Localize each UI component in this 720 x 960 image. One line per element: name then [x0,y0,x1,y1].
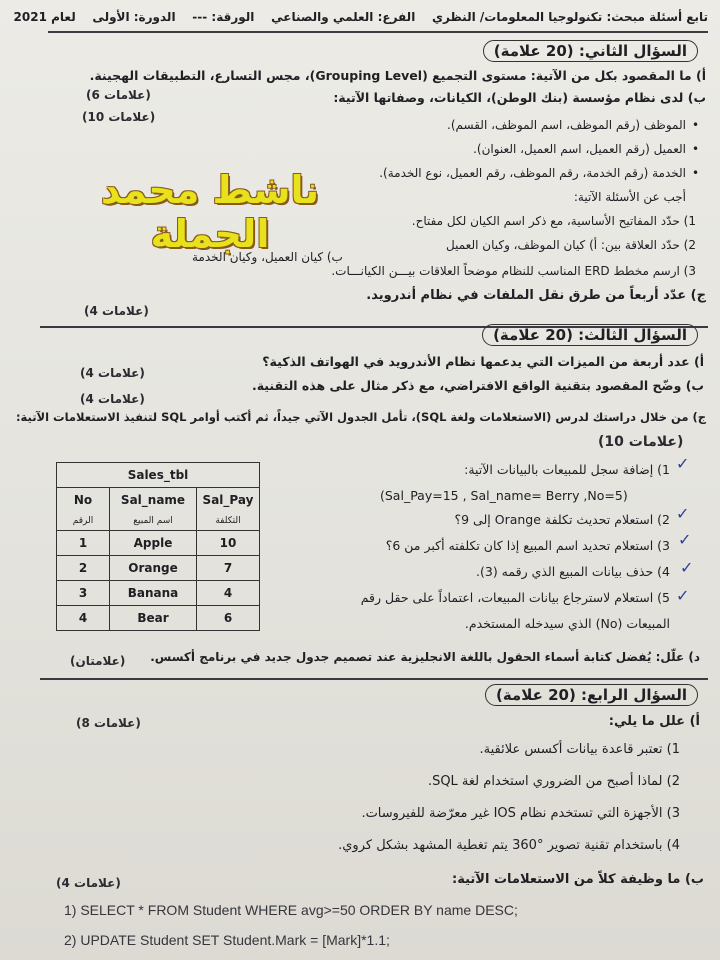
table-header-sal-pay: Sal_Pay [197,488,260,513]
table-cell: 1 [57,531,110,556]
q3-d: د) علّل: يُفضل كتابة أسماء الحقول باللغة الانجليزية عند تصميم جدول جديد في برنامج أكسس. [150,650,700,664]
header-branch: الفرع: العلمي والصناعي [271,10,416,24]
q2-sub-2b: ب) كيان العميل، وكيان الخدمة [192,250,343,264]
bullet-icon: • [692,142,700,156]
page-header [8,6,708,25]
header-continuation: تابع أسئلة مبحث: تكنولوجيا المعلومات/ النظري [432,10,708,24]
q3-c-marks: (10 علامات) [598,434,684,450]
header-divider [48,31,708,33]
table-header-no: No [57,488,110,513]
q3-title: السؤال الثالث: (20 علامة) [482,324,698,346]
q3-d-marks: (علامتان) [70,654,126,668]
query-1-values: (Sal_Pay=15 , Sal_name= Berry ,No=5) [380,488,628,503]
q2-sub-1: 1) حدّد المفاتيح الأساسية، مع ذكر اسم الكيان لكل مفتاح. [411,214,696,228]
header-paper: الورقة: --- [192,10,255,24]
check-mark-icon: ✓ [676,586,690,605]
q3-a-marks: (4 علامات) [80,366,145,380]
table-row [57,531,260,556]
q2-a-marks: (6 علامات) [86,88,151,102]
query-3: 3) استعلام تحديد اسم المبيع إذا كان تكلفته أكبر من 6؟ [385,538,670,553]
bullet-icon: • [692,166,700,180]
check-mark-icon: ✓ [676,504,690,523]
table-cell: 10 [197,531,260,556]
table-cell: 2 [57,556,110,581]
table-header-no-ar: الرقم [57,512,110,531]
q4-b-marks: (4 علامات) [56,876,121,890]
table-cell: 4 [197,581,260,606]
q3-b: ب) وضّح المقصود بتقنية الواقع الافتراضي، مع ذكر مثال على هذه التقنية. [251,378,704,393]
q2-entity-1: الموظف (رقم الموظف، اسم الموظف، القسم). [447,118,686,132]
check-mark-icon: ✓ [680,558,694,577]
q2-c: ج) عدّد أربعاً من طرق نقل الملفات في نظام أندرويد. [366,288,706,303]
table-row [57,606,260,631]
header-year: لعام 2021 [13,10,76,24]
table-header-sal-name: Sal_name [110,488,197,513]
q2-b: ب) لدى نظام مؤسسة (بنك الوطن)، الكيانات، وصفاتها الآتية: [333,90,706,105]
q4-a-marks: (8 علامات) [76,716,141,730]
query-4: 4) حذف بيانات المبيع الذي رقمه (3). [476,564,670,579]
sql-query-1: 1) SELECT * FROM Student WHERE avg>=50 ORDER BY name DESC; [64,902,518,918]
table-cell: Apple [110,531,197,556]
query-2: 2) استعلام تحديث تكلفة Orange إلى 9؟ [454,512,670,527]
q4-item-3: 3) الأجهزة التي تستخدم نظام IOS غير معرّضة للفيروسات. [361,806,680,821]
sales-table [56,462,260,631]
query-1: 1) إضافة سجل للمبيعات بالبيانات الآتية: [464,462,670,477]
query-5-cont: المبيعات (No) الذي سيدخله المستخدم. [464,616,670,631]
q4-a: أ) علل ما يلي: [608,714,700,729]
q2-sub-2a: 2) حدّد العلاقة بين: أ) كيان الموظف، وكيان العميل [446,238,696,252]
q4-title: السؤال الرابع: (20 علامة) [485,684,698,706]
table-cell: 3 [57,581,110,606]
bullet-icon: • [692,118,700,132]
q4-item-2: 2) لماذا أصبح من الضروري استخدام لغة SQL. [427,774,680,789]
sql-query-2: 2) UPDATE Student SET Student.Mark = [Mark]*1.1; [64,932,390,948]
watermark-name: ناشط محمد الجملة [100,168,320,256]
table-cell: 7 [197,556,260,581]
q2-entity-2: العميل (رقم العميل، اسم العميل، العنوان). [473,142,686,156]
table-cell: Orange [110,556,197,581]
check-mark-icon: ✓ [678,530,692,549]
q2-a: أ) ما المقصود بكل من الآتية: مستوى التجميع (Grouping Level)، مجس التسارع، التطبيقات الهجينة. [89,68,706,83]
table-header-sal-name-ar: اسم المبيع [110,512,197,531]
table-header-sal-pay-ar: التكلفة [197,512,260,531]
q3-a: أ) عدد أربعة من الميزات التي يدعمها نظام الأندرويد في الهواتف الذكية؟ [262,354,704,369]
q2-b-marks: (10 علامات) [82,110,156,124]
q2-c-marks: (4 علامات) [84,304,149,318]
q4-item-1: 1) تعتبر قاعدة بيانات أكسس علائقية. [479,742,680,757]
section-divider [40,678,708,680]
header-session: الدورة: الأولى [92,10,176,24]
q2-entity-3: الخدمة (رقم الخدمة، رقم الموظف، رقم العميل، نوع الخدمة). [379,166,686,180]
q4-item-4: 4) باستخدام تقنية تصوير °360 يتم تغطية المشهد بشكل كروي. [338,838,680,853]
query-5: 5) استعلام لاسترجاع بيانات المبيعات، اعتماداً على حقل رقم [360,590,670,605]
q4-b: ب) ما وظيفة كلاً من الاستعلامات الآتية: [452,872,704,887]
table-cell: 6 [197,606,260,631]
check-mark-icon: ✓ [676,454,690,473]
q2-sub-3: 3) ارسم مخطط ERD المناسب للنظام موضحاً العلاقات بيـــن الكيانـــات. [331,264,696,278]
table-name: Sales_tbl [57,463,260,488]
q2-title: السؤال الثاني: (20 علامة) [483,40,698,62]
q2-answer-intro: أجب عن الأسئلة الآتية: [573,190,686,204]
page-number [0,6,1,25]
table-row [57,556,260,581]
q3-c: ج) من خلال دراستك لدرس (الاستعلامات ولغة SQL)، تأمل الجدول الآتي جيداً، ثم أكتب أوامر SQL لتنفيذ الاستعلامات الآتية: [15,410,706,424]
q3-b-marks: (4 علامات) [80,392,145,406]
table-cell: 4 [57,606,110,631]
table-cell: Bear [110,606,197,631]
table-row [57,581,260,606]
table-cell: Banana [110,581,197,606]
